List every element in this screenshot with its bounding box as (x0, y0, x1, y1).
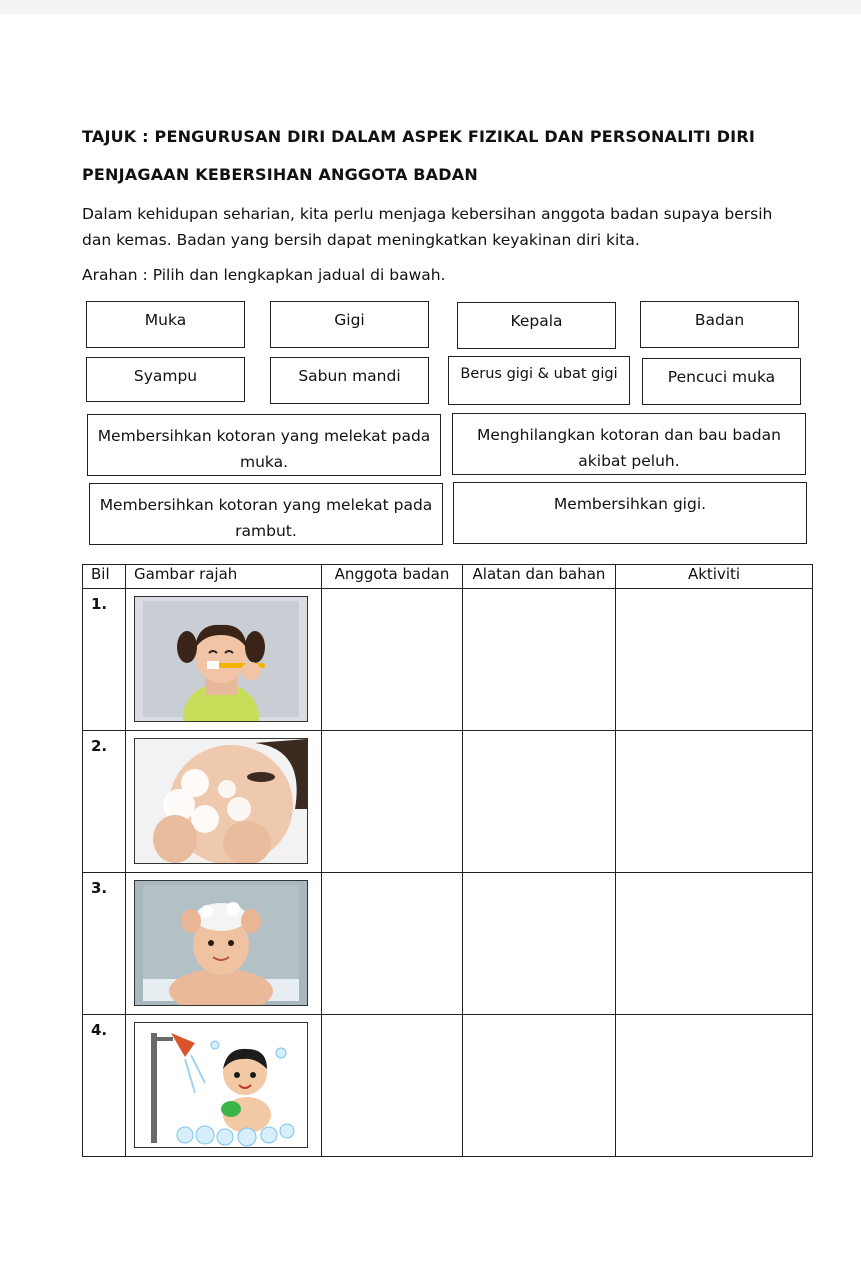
option-box-syampu: Syampu (86, 357, 245, 402)
answer-cell-alatan-1[interactable] (463, 589, 616, 731)
answer-cell-aktiviti-2[interactable] (616, 731, 813, 873)
option-box-kepala: Kepala (457, 302, 616, 349)
answer-cell-anggota-3[interactable] (322, 873, 463, 1015)
row-number: 1. (91, 595, 108, 613)
option-box-gigi: Gigi (270, 301, 429, 348)
instruction-text: Arahan : Pilih dan lengkapkan jadual di bawah. (82, 266, 446, 284)
answer-cell-anggota-1[interactable] (322, 589, 463, 731)
option-box-activity-badan: Menghilangkan kotoran dan bau badan akibat peluh. (452, 413, 806, 475)
answer-cell-alatan-2[interactable] (463, 731, 616, 873)
intro-line-1: Dalam kehidupan seharian, kita perlu menjaga kebersihan anggota badan supaya bersih (82, 205, 773, 223)
table-row (83, 731, 813, 873)
answer-cell-aktiviti-1[interactable] (616, 589, 813, 731)
header-bil: Bil (83, 565, 126, 589)
woman-washing-face-photo (134, 738, 308, 864)
worksheet-subtitle: PENJAGAAN KEBERSIHAN ANGGOTA BADAN (82, 165, 478, 184)
row-number: 4. (91, 1021, 108, 1039)
option-box-activity-muka: Membersihkan kotoran yang melekat pada muka. (87, 414, 441, 476)
option-box-badan: Badan (640, 301, 799, 348)
table-row (83, 873, 813, 1015)
worksheet-table (82, 564, 813, 1157)
header-aktiviti: Aktiviti (616, 565, 813, 589)
header-anggota-badan: Anggota badan (322, 565, 463, 589)
row-number: 2. (91, 737, 108, 755)
table-row (83, 589, 813, 731)
answer-cell-aktiviti-3[interactable] (616, 873, 813, 1015)
answer-cell-alatan-4[interactable] (463, 1015, 616, 1157)
answer-cell-aktiviti-4[interactable] (616, 1015, 813, 1157)
girl-brushing-teeth-photo (134, 596, 308, 722)
answer-cell-anggota-4[interactable] (322, 1015, 463, 1157)
row-number: 3. (91, 879, 108, 897)
boy-showering-illustration (134, 1022, 308, 1148)
table-header-row (83, 565, 813, 589)
answer-cell-alatan-3[interactable] (463, 873, 616, 1015)
option-box-sabun-mandi: Sabun mandi (270, 357, 429, 404)
viewer-top-bar (0, 0, 861, 14)
option-box-activity-gigi: Membersihkan gigi. (453, 482, 807, 544)
worksheet-title: TAJUK : PENGURUSAN DIRI DALAM ASPEK FIZIKAL DAN PERSONALITI DIRI (82, 127, 756, 146)
header-alatan-dan-bahan: Alatan dan bahan (463, 565, 616, 589)
baby-shampooing-hair-photo (134, 880, 308, 1006)
intro-line-2: dan kemas. Badan yang bersih dapat meningkatkan keyakinan diri kita. (82, 231, 640, 249)
intro-paragraph (82, 201, 822, 253)
option-box-pencuci-muka: Pencuci muka (642, 358, 801, 405)
option-box-muka: Muka (86, 301, 245, 348)
table-row (83, 1015, 813, 1157)
header-gambar-rajah: Gambar rajah (126, 565, 322, 589)
option-box-activity-rambut: Membersihkan kotoran yang melekat pada rambut. (89, 483, 443, 545)
option-box-berus-gigi: Berus gigi & ubat gigi (448, 356, 630, 405)
answer-cell-anggota-2[interactable] (322, 731, 463, 873)
